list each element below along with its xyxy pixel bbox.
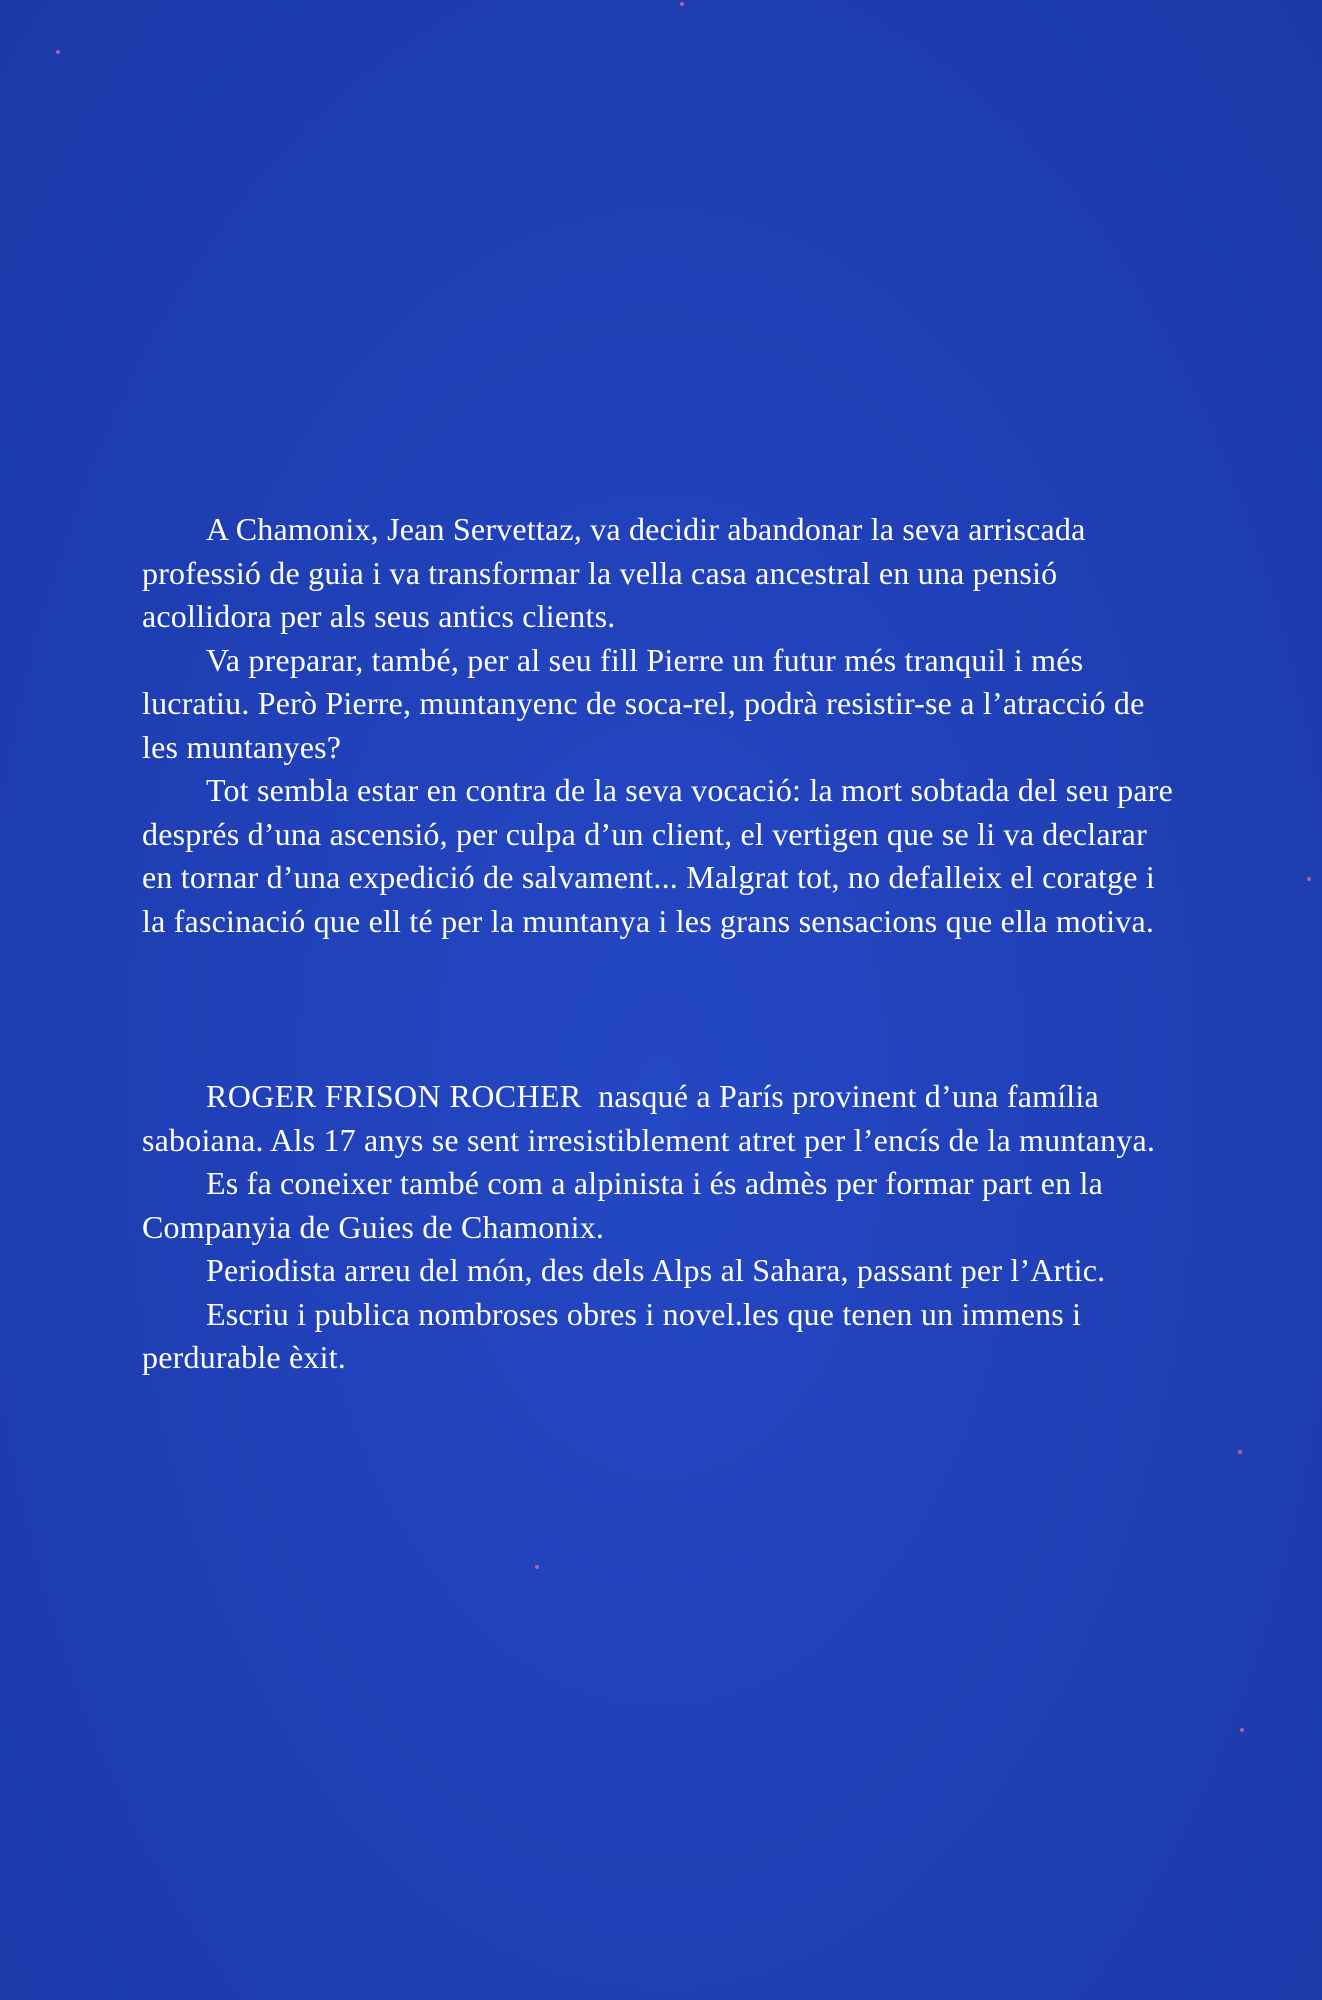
ink-speck bbox=[680, 2, 684, 6]
ink-speck bbox=[535, 1565, 539, 1569]
author-name: ROGER FRISON ROCHER bbox=[206, 1078, 582, 1114]
author-bio-intro: nasqué a París provinent d’una família saboiana. Als 17 anys se sent irresistiblement atret per l’encís de la muntanya. bbox=[142, 1078, 1156, 1158]
synopsis-paragraph: A Chamonix, Jean Servettaz, va decidir abandonar la seva arriscada professió de guia i va transformar la vella casa ancestral en una pensió acollidora per als seus antics clients. bbox=[142, 511, 1086, 634]
synopsis-paragraph: Va preparar, també, per al seu fill Pierre un futur més tranquil i més lucratiu. Però Pierre, muntanyenc de soca-rel, podrà resistir-se a l’atracció de les muntanyes? bbox=[142, 641, 1145, 765]
author-bio-paragraph: Periodista arreu del món, des dels Alps al Sahara, passant per l’Artic. bbox=[206, 1252, 1106, 1288]
ink-speck bbox=[1307, 877, 1311, 881]
synopsis-paragraph: Tot sembla estar en contra de la seva vocació: la mort sobtada del seu pare després d’una ascensió, per culpa d’un client, el vertigen que se li va declarar en tornar d’una expedició de salvament... Malgrat tot, no defalleix el coratge i la fascinació que ell té per la muntanya i les grans sensacions que ella motiva. bbox=[142, 772, 1174, 939]
ink-speck bbox=[56, 50, 60, 54]
author-bio-paragraph: Escriu i publica nombroses obres i novel.les que tenen un immens i perdurable èxit. bbox=[142, 1295, 1082, 1375]
ink-speck bbox=[1238, 1450, 1242, 1454]
synopsis-text bbox=[142, 508, 1182, 943]
author-bio bbox=[142, 1075, 1182, 1380]
author-bio-paragraph: Es fa coneixer també com a alpinista i és admès per formar part en la Companyia de Guies de Chamonix. bbox=[142, 1165, 1103, 1245]
author-bio-paragraph bbox=[142, 1075, 1182, 1162]
ink-speck bbox=[1240, 1728, 1244, 1732]
